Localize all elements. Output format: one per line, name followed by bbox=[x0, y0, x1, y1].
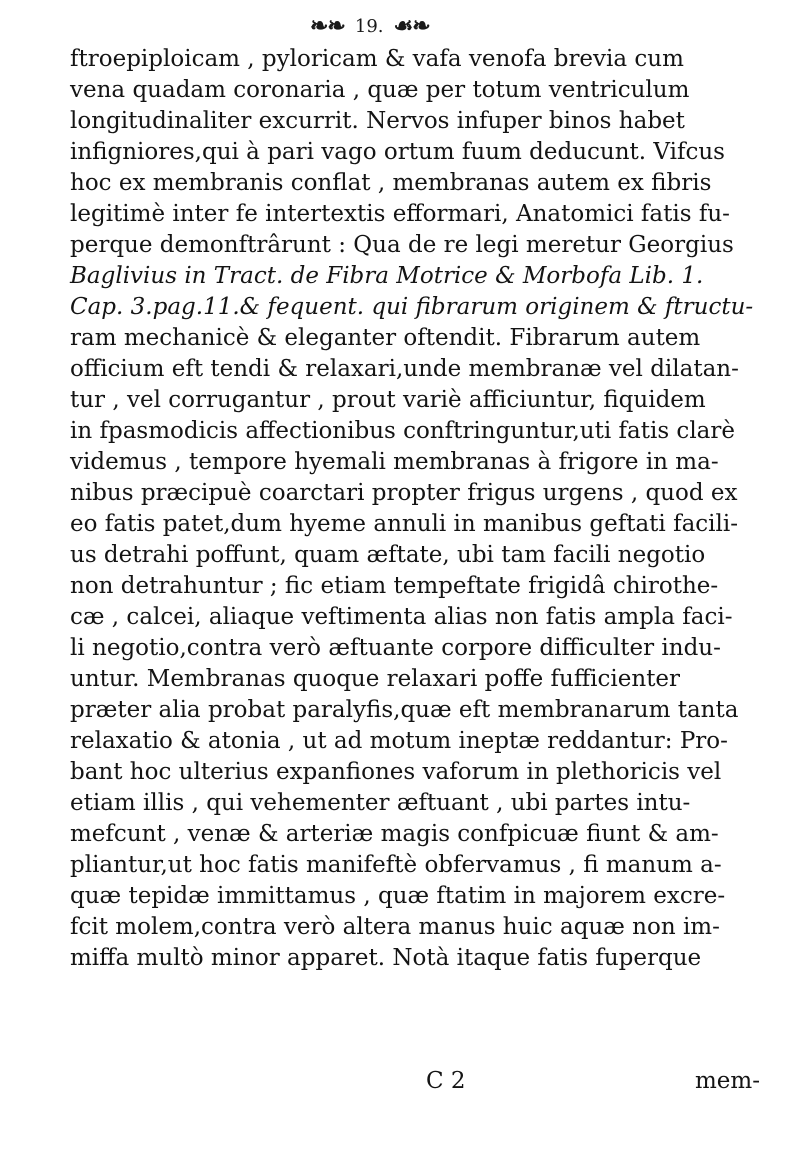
text-line: in fpasmodicis affectionibus conftringuntur,uti fatis clarè bbox=[70, 418, 735, 444]
text-line: pliantur,ut hoc fatis manifeftè obfervamus , fi manum a- bbox=[70, 852, 722, 878]
text-line: videmus , tempore hyemali membranas à frigore in ma- bbox=[70, 449, 719, 475]
running-header bbox=[310, 6, 540, 46]
text-line: quæ tepidæ immittamus , quæ ftatim in majorem excre- bbox=[70, 883, 726, 909]
body-text bbox=[70, 44, 760, 974]
text-line: miffa multò minor apparet. Notà itaque fatis fuperque bbox=[70, 945, 702, 971]
text-line: fcit molem,contra verò altera manus huic aquæ non im- bbox=[70, 914, 720, 940]
text-line: untur. Membranas quoque relaxari poffe fufficienter bbox=[70, 666, 681, 692]
text-line: ftroepiploicam , pyloricam & vafa venofa brevia cum bbox=[70, 46, 684, 72]
text-line-italic: Baglivius in Tract. de Fibra Motrice & Morbofa Lib. 1. bbox=[70, 263, 704, 289]
text-line: infigniores,qui à pari vago ortum fuum deducunt. Vifcus bbox=[70, 139, 725, 165]
text-line: perque demonftrârunt : Qua de re legi meretur Georgius bbox=[70, 232, 734, 258]
text-line: hoc ex membranis conflat , membranas autem ex fibris bbox=[70, 170, 712, 196]
text-line: longitudinaliter excurrit. Nervos infuper binos habet bbox=[70, 108, 685, 134]
text-line: eo fatis patet,dum hyeme annuli in manibus geftati facili- bbox=[70, 511, 739, 537]
text-line: nibus præcipuè coarctari propter frigus urgens , quod ex bbox=[70, 480, 738, 506]
text-line: mefcunt , venæ & arteriæ magis confpicuæ fiunt & am- bbox=[70, 821, 719, 847]
text-line: cæ , calcei, aliaque veftimenta alias non fatis ampla faci- bbox=[70, 604, 733, 630]
signature-mark: C 2 bbox=[426, 1068, 466, 1094]
page-footer bbox=[70, 1068, 760, 1099]
text-line: non detrahuntur ; fic etiam tempeftate frigidâ chirothe- bbox=[70, 573, 719, 599]
text-line-italic: Cap. 3.pag.11.& fequent. qui fibrarum originem & ftructu- bbox=[70, 294, 754, 320]
text-line: tur , vel corrugantur , prout variè afficiuntur, fiquidem bbox=[70, 387, 706, 413]
ornament-left: ❧❧ bbox=[310, 13, 345, 39]
text-line: vena quadam coronaria , quæ per totum ventriculum bbox=[70, 77, 690, 103]
text-line: us detrahi poffunt, quam æftate, ubi tam facili negotio bbox=[70, 542, 706, 568]
text-line: bant hoc ulterius expanfiones vaforum in plethoricis vel bbox=[70, 759, 722, 785]
page-number: 19. bbox=[354, 15, 384, 37]
ornament-right: ☙❧ bbox=[393, 13, 430, 39]
text-line: relaxatio & atonia , ut ad motum ineptæ reddantur: Pro- bbox=[70, 728, 728, 754]
text-line: officium eft tendi & relaxari,unde membranæ vel dilatan- bbox=[70, 356, 739, 382]
text-line: legitimè inter fe intertextis efformari, Anatomici fatis fu- bbox=[70, 201, 730, 227]
catchword: mem- bbox=[694, 1068, 760, 1094]
text-line: ram mechanicè & eleganter oftendit. Fibrarum autem bbox=[70, 325, 701, 351]
text-line: etiam illis , qui vehementer æftuant , ubi partes intu- bbox=[70, 790, 691, 816]
text-line: li negotio,contra verò æftuante corpore difficulter indu- bbox=[70, 635, 721, 661]
text-line: præter alia probat paralyfis,quæ eft membranarum tanta bbox=[70, 697, 739, 723]
